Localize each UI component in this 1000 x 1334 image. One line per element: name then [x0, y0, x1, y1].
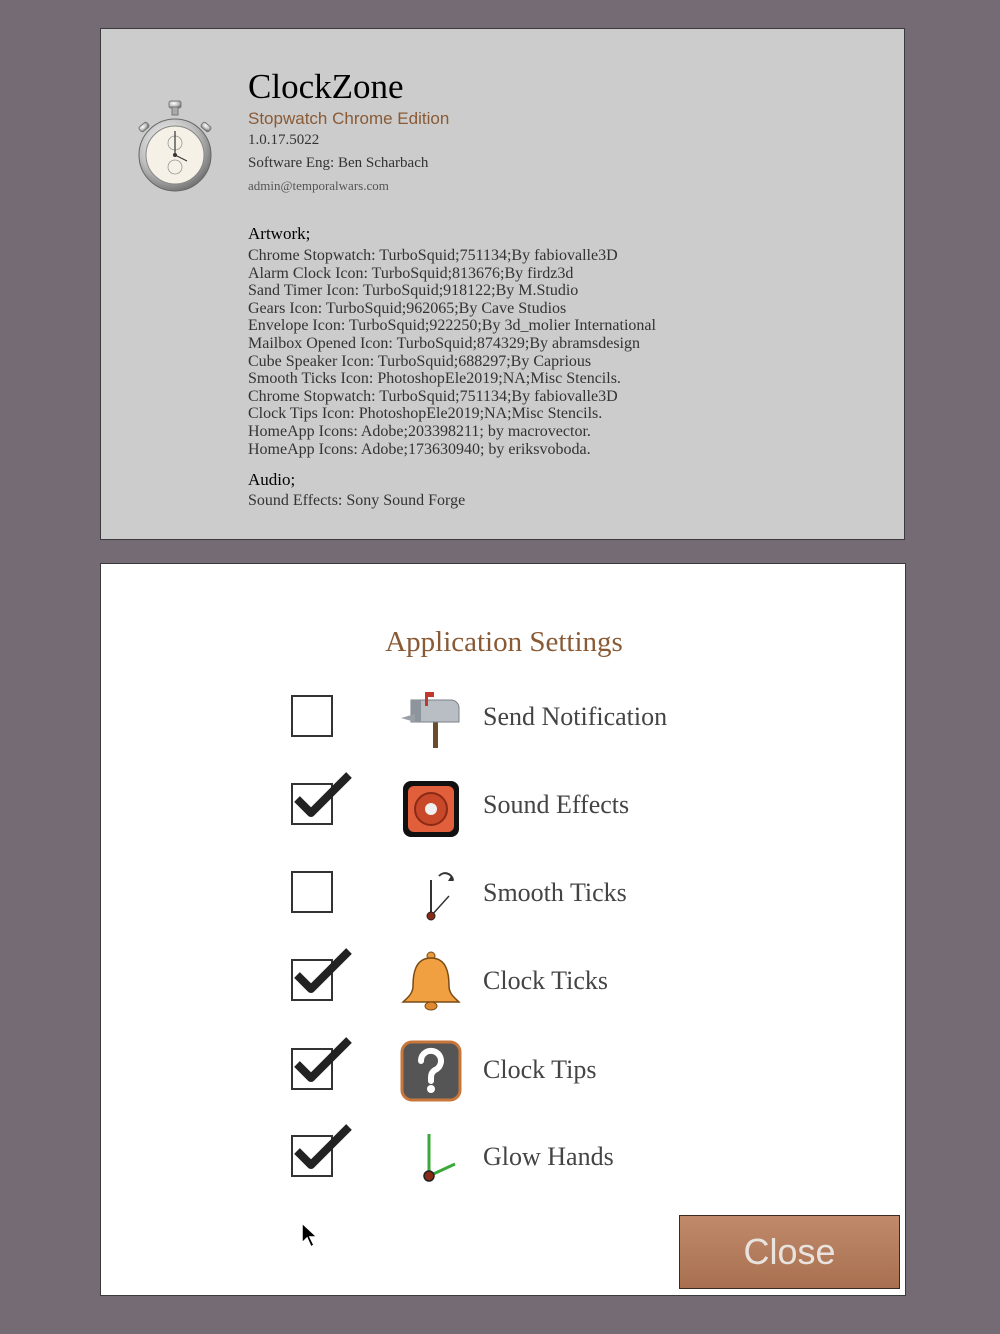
checkmark-icon [291, 771, 357, 827]
sound-effects-checkbox[interactable] [291, 783, 333, 825]
artwork-credit: Alarm Clock Icon: TurboSquid;813676;By firdz3d [248, 264, 574, 282]
close-button[interactable]: Close [679, 1215, 900, 1289]
artwork-credit: HomeApp Icons: Adobe;173630940; by eriksvoboda. [248, 440, 591, 458]
artwork-credits-list [248, 247, 656, 458]
glow-hands-checkbox[interactable] [291, 1135, 333, 1177]
app-title: ClockZone [248, 67, 404, 106]
setting-row-send-notification [101, 692, 907, 772]
audio-credit: Sound Effects: Sony Sound Forge [248, 492, 466, 509]
setting-row-clock-tips [101, 1045, 907, 1125]
clock-ticks-checkbox[interactable] [291, 959, 333, 1001]
send-notification-label: Send Notification [483, 702, 668, 731]
send-notification-checkbox[interactable] [291, 695, 333, 737]
smooth-ticks-label: Smooth Ticks [483, 878, 627, 907]
mailbox-icon [399, 688, 463, 752]
artwork-credit: HomeApp Icons: Adobe;203398211; by macrovector. [248, 422, 591, 440]
version-text: 1.0.17.5022 [248, 132, 320, 148]
question-mark-icon [399, 1039, 463, 1103]
setting-row-glow-hands [101, 1132, 907, 1212]
artwork-credit: Envelope Icon: TurboSquid;922250;By 3d_molier International [248, 317, 656, 335]
sound-effects-label: Sound Effects [483, 790, 630, 819]
clock-tips-label: Clock Tips [483, 1055, 597, 1084]
about-panel [100, 28, 905, 540]
setting-row-clock-ticks [101, 956, 907, 1036]
artwork-credit: Gears Icon: TurboSquid;962065;By Cave Studios [248, 299, 567, 317]
glow-hands-icon [399, 1126, 463, 1190]
artwork-credit: Clock Tips Icon: PhotoshopEle2019;NA;Misc Stencils. [248, 405, 603, 423]
artwork-credit: Cube Speaker Icon: TurboSquid;688297;By Caprious [248, 352, 592, 370]
setting-row-sound-effects [101, 780, 907, 860]
artwork-credit: Sand Timer Icon: TurboSquid;918122;By M.Studio [248, 282, 579, 300]
bell-icon [399, 950, 463, 1014]
smooth-ticks-checkbox[interactable] [291, 871, 333, 913]
stopwatch-icon [135, 99, 215, 195]
settings-title: Application Settings [385, 626, 623, 658]
artwork-credit: Smooth Ticks Icon: PhotoshopEle2019;NA;Misc Stencils. [248, 370, 621, 388]
artwork-credit: Chrome Stopwatch: TurboSquid;751134;By fabiovalle3D [248, 247, 618, 264]
engineer-credit: Software Eng: Ben Scharbach [248, 155, 429, 171]
speaker-icon [399, 777, 463, 841]
audio-heading: Audio; [248, 470, 296, 489]
checkmark-icon [291, 947, 357, 1003]
artwork-heading: Artwork; [248, 224, 311, 243]
checkmark-icon [291, 1036, 357, 1092]
edition-subtitle: Stopwatch Chrome Edition [248, 109, 450, 128]
contact-email: admin@temporalwars.com [248, 178, 389, 193]
clock-ticks-label: Clock Ticks [483, 966, 608, 995]
clock-tips-checkbox[interactable] [291, 1048, 333, 1090]
artwork-credit: Mailbox Opened Icon: TurboSquid;874329;By abramsdesign [248, 334, 640, 352]
checkmark-icon [291, 1123, 357, 1179]
setting-row-smooth-ticks [101, 868, 907, 948]
settings-panel [100, 563, 906, 1296]
glow-hands-label: Glow Hands [483, 1142, 614, 1171]
artwork-credit: Chrome Stopwatch: TurboSquid;751134;By fabiovalle3D [248, 387, 618, 405]
mouse-cursor-icon [300, 1221, 320, 1249]
smooth-ticks-icon [399, 864, 463, 928]
